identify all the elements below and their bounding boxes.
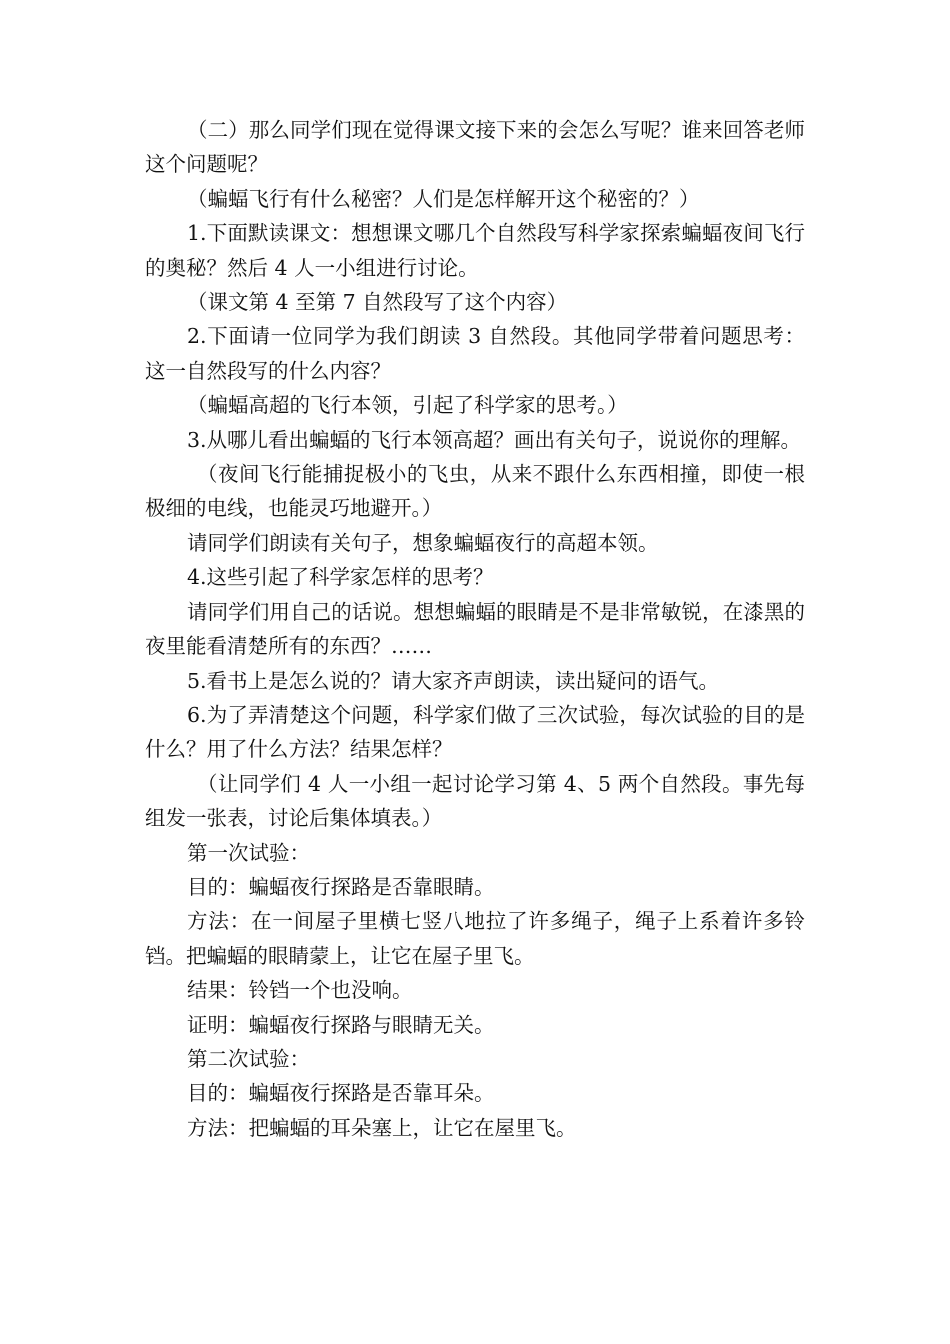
paragraph-step-6: 6.为了弄清楚这个问题，科学家们做了三次试验，每次试验的目的是什么？用了什么方法？结果怎样？ (145, 702, 805, 762)
paragraph-step-2: 2.下面请一位同学为我们朗读 3 自然段。其他同学带着问题思考：这一自然段写的什么内容？ (145, 324, 805, 383)
paragraph-read-aloud: 请同学们朗读有关句子，想象蝙蝠夜行的高超本领。 (187, 530, 659, 555)
paragraph-experiment-2-purpose: 目的：蝙蝠夜行探路是否靠耳朵。 (187, 1081, 495, 1106)
paragraph-experiment-1-title: 第一次试验： (187, 840, 310, 865)
paragraph-step-1: 1.下面默读课文：想想课文哪几个自然段写科学家探索蝙蝠夜间飞行的奥秘？然后 4 人一小组进行讨论。 (145, 221, 805, 280)
paragraph-step-4: 4.这些引起了科学家怎样的思考？ (187, 565, 494, 590)
paragraph-experiment-1-proof: 证明：蝙蝠夜行探路与眼睛无关。 (187, 1012, 495, 1037)
paragraph-experiment-1-purpose: 目的：蝙蝠夜行探路是否靠眼睛。 (187, 874, 495, 899)
paragraph-group-discussion: （让同学们 4 人一小组一起讨论学习第 4、5 两个自然段。事先每组发一张表，讨论后集体填表。） (145, 771, 805, 831)
paragraph-experiment-2-method: 方法：把蝙蝠的耳朵塞上，让它在屋里飞。 (187, 1115, 577, 1140)
paragraph-answer-paragraphs: （课文第 4 至第 7 自然段写了这个内容） (187, 290, 568, 315)
paragraph-answer-secret: （蝙蝠飞行有什么秘密？人们是怎样解开这个秘密的？） (187, 186, 700, 211)
paragraph-experiment-2-title: 第二次试验： (187, 1046, 310, 1071)
paragraph-experiment-1-result: 结果：铃铛一个也没响。 (187, 978, 413, 1003)
paragraph-question-intro: （二）那么同学们现在觉得课文接下来的会怎么写呢？谁来回答老师这个问题呢？ (145, 118, 805, 177)
paragraph-own-words: 请同学们用自己的话说。想想蝙蝠的眼睛是不是非常敏锐，在漆黑的夜里能看清楚所有的东西？…… (145, 599, 805, 659)
paragraph-answer-night-flight: （夜间飞行能捕捉极小的飞虫，从来不跟什么东西相撞，即使一根极细的电线，也能灵巧地避开。） (145, 462, 805, 521)
document-body (145, 113, 805, 1145)
paragraph-step-5: 5.看书上是怎么说的？请大家齐声朗读，读出疑问的语气。 (187, 668, 720, 693)
paragraph-step-3: 3.从哪儿看出蝙蝠的飞行本领高超？画出有关句子，说说你的理解。 (187, 427, 802, 452)
paragraph-experiment-1-method: 方法：在一间屋子里横七竖八地拉了许多绳子，绳子上系着许多铃铛。把蝙蝠的眼睛蒙上，让它在屋子里飞。 (145, 909, 805, 968)
paragraph-answer-ability: （蝙蝠高超的飞行本领，引起了科学家的思考。） (187, 393, 628, 418)
